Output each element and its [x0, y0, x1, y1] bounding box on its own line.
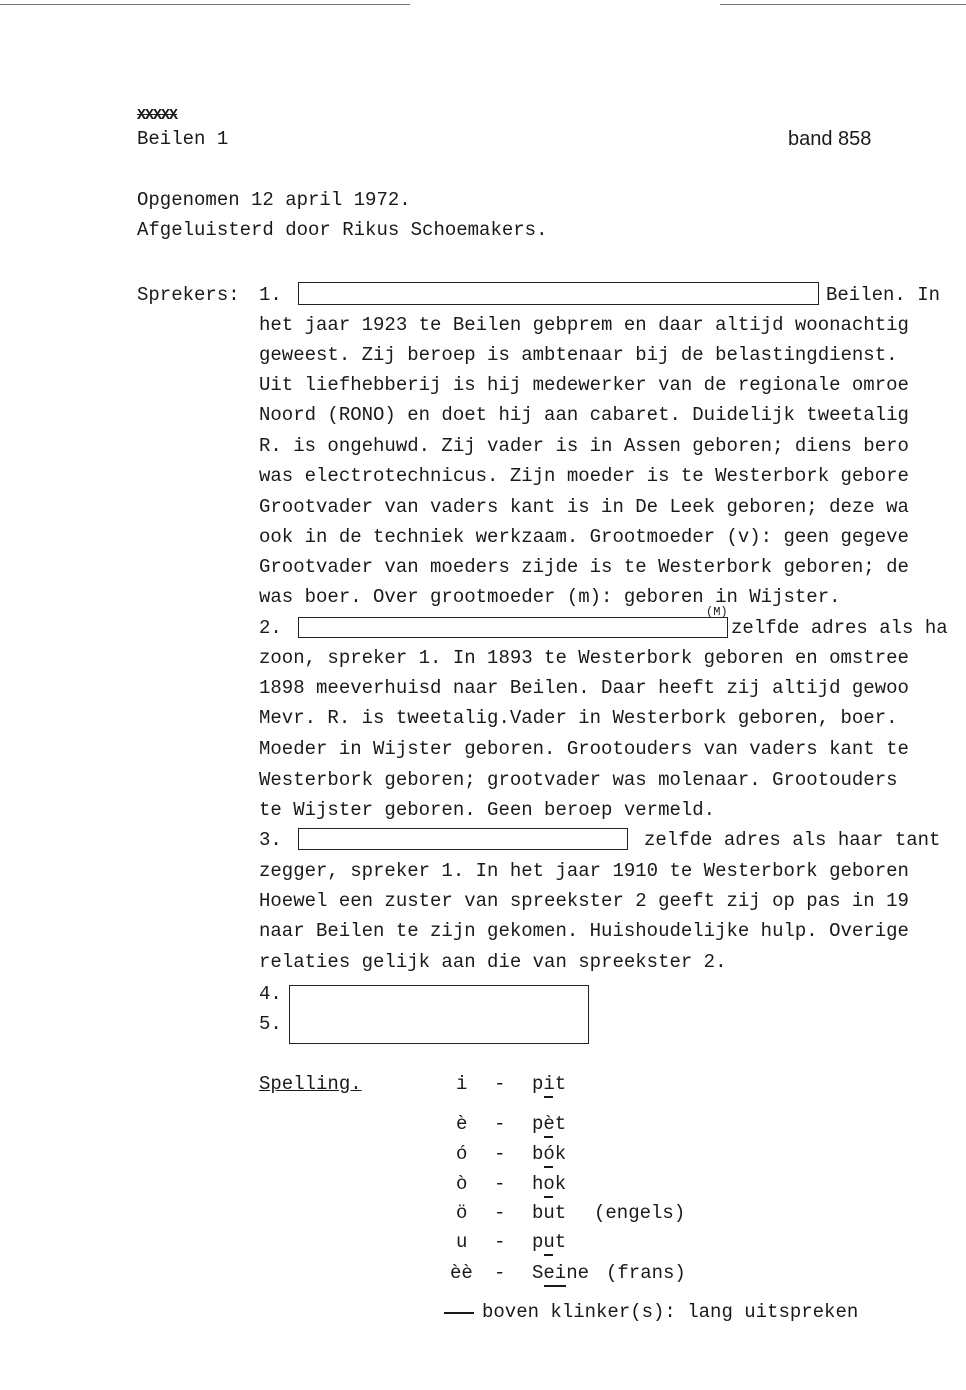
spelling-dash: -	[494, 1073, 506, 1095]
speaker-1-text-line: Grootvader van vaders kant is in De Leek geboren; deze wa	[259, 496, 909, 518]
speaker-3-text-line: Hoewel een zuster van spreekster 2 geeft zij op pas in 19	[259, 890, 909, 912]
spelling-heading: Spelling.	[259, 1073, 362, 1095]
speaker-1-text-line: R. is ongehuwd. Zij vader is in Assen geboren; diens bero	[259, 435, 909, 457]
speaker-1-text-line: was boer. Over grootmoeder (m): geboren in Wijster.	[259, 586, 841, 608]
length-mark	[544, 1096, 553, 1098]
speaker-3-number: 3.	[259, 829, 282, 851]
speaker-4-number: 4.	[259, 983, 282, 1005]
location-title: Beilen 1	[137, 128, 229, 150]
speaker-2-annotation: (M)	[706, 605, 728, 619]
speaker-1-text-line: Grootvader van moeders zijde is te Westerbork geboren; de	[259, 556, 909, 578]
speaker-1-text-line: Uit liefhebberij is hij medewerker van de regionale omroe	[259, 374, 909, 396]
speaker-2-text-line: te Wijster geboren. Geen beroep vermeld.	[259, 799, 716, 821]
length-mark	[544, 1166, 553, 1168]
spelling-symbol: u	[456, 1231, 468, 1253]
speaker-1-number: 1.	[259, 284, 282, 306]
speaker-3-address: zelfde adres als haar tant	[644, 829, 941, 851]
speaker-1-text-line: geweest. Zij beroep is ambtenaar bij de belastingdienst.	[259, 344, 898, 366]
speaker-1-text-line: was electrotechnicus. Zijn moeder is te Westerbork gebore	[259, 465, 909, 487]
speaker-1-text-line: het jaar 1923 te Beilen gebprem en daar altijd woonachtig	[259, 314, 909, 336]
length-mark	[544, 1254, 553, 1256]
scan-edge-line	[0, 4, 410, 5]
spelling-example: pèt	[532, 1113, 567, 1135]
length-mark	[544, 1196, 553, 1198]
spelling-example: hok	[532, 1173, 567, 1195]
speaker-2-text-line: 1898 meeverhuisd naar Beilen. Daar heeft zij altijd gewoo	[259, 677, 909, 699]
speaker-3-text-line: relaties gelijk aan die van spreekster 2.	[259, 951, 727, 973]
spelling-symbol: èè	[450, 1262, 473, 1284]
spelling-dash: -	[494, 1143, 506, 1165]
speaker-5-number: 5.	[259, 1013, 282, 1035]
speaker-3-redacted-box	[298, 828, 628, 850]
speaker-4-5-redacted-box	[289, 985, 589, 1044]
speaker-2-redacted-box	[298, 617, 728, 638]
spelling-dash: -	[494, 1113, 506, 1135]
spelling-example: Seine	[532, 1262, 590, 1284]
speaker-1-place: Beilen. In	[826, 284, 941, 306]
length-mark	[544, 1136, 553, 1138]
speaker-3-text-line: naar Beilen te zijn gekomen. Huishoudelijke hulp. Overige	[259, 920, 909, 942]
spelling-symbol: ö	[456, 1202, 468, 1224]
speaker-2-text-line: zoon, spreker 1. In 1893 te Westerbork geboren en omstree	[259, 647, 909, 669]
length-mark	[544, 1285, 566, 1287]
spelling-note: (engels)	[594, 1202, 686, 1224]
spelling-dash: -	[494, 1262, 506, 1284]
spelling-symbol: è	[456, 1113, 468, 1135]
speaker-2-address: zelfde adres als ha	[731, 617, 948, 639]
scan-edge-line	[720, 4, 966, 5]
long-dash-mark	[444, 1312, 474, 1314]
spelling-symbol: ò	[456, 1173, 468, 1195]
spelling-symbol: i	[456, 1073, 468, 1095]
speaker-2-text-line: Mevr. R. is tweetalig.Vader in Westerbork geboren, boer.	[259, 707, 898, 729]
speaker-1-redacted-box	[298, 282, 819, 305]
spelling-symbol: ó	[456, 1143, 468, 1165]
speaker-1-text-line: Noord (RONO) en doet hij aan cabaret. Duidelijk tweetalig	[259, 404, 909, 426]
speaker-2-text-line: Moeder in Wijster geboren. Grootouders van vaders kant te	[259, 738, 909, 760]
spelling-dash: -	[494, 1231, 506, 1253]
speaker-2-text-line: Westerbork geboren; grootvader was molenaar. Grootouders	[259, 769, 898, 791]
speakers-label: Sprekers:	[137, 284, 240, 306]
band-number: band 858	[788, 128, 872, 150]
spelling-example: bók	[532, 1143, 567, 1165]
spelling-footnote: boven klinker(s): lang uitspreken	[482, 1301, 859, 1323]
struck-code: XXXXX	[137, 107, 178, 124]
spelling-dash: -	[494, 1173, 506, 1195]
spelling-note: (frans)	[606, 1262, 686, 1284]
spelling-example: pit	[532, 1073, 567, 1095]
spelling-dash: -	[494, 1202, 506, 1224]
listened-by: Afgeluisterd door Rikus Schoemakers.	[137, 219, 548, 241]
speaker-1-text-line: ook in de techniek werkzaam. Grootmoeder (v): geen gegeve	[259, 526, 909, 548]
speaker-3-text-line: zegger, spreker 1. In het jaar 1910 te Westerbork geboren	[259, 860, 909, 882]
speaker-2-number: 2.	[259, 617, 282, 639]
recording-date: Opgenomen 12 april 1972.	[137, 189, 411, 211]
spelling-example: put	[532, 1231, 567, 1253]
spelling-example: but	[532, 1202, 567, 1224]
